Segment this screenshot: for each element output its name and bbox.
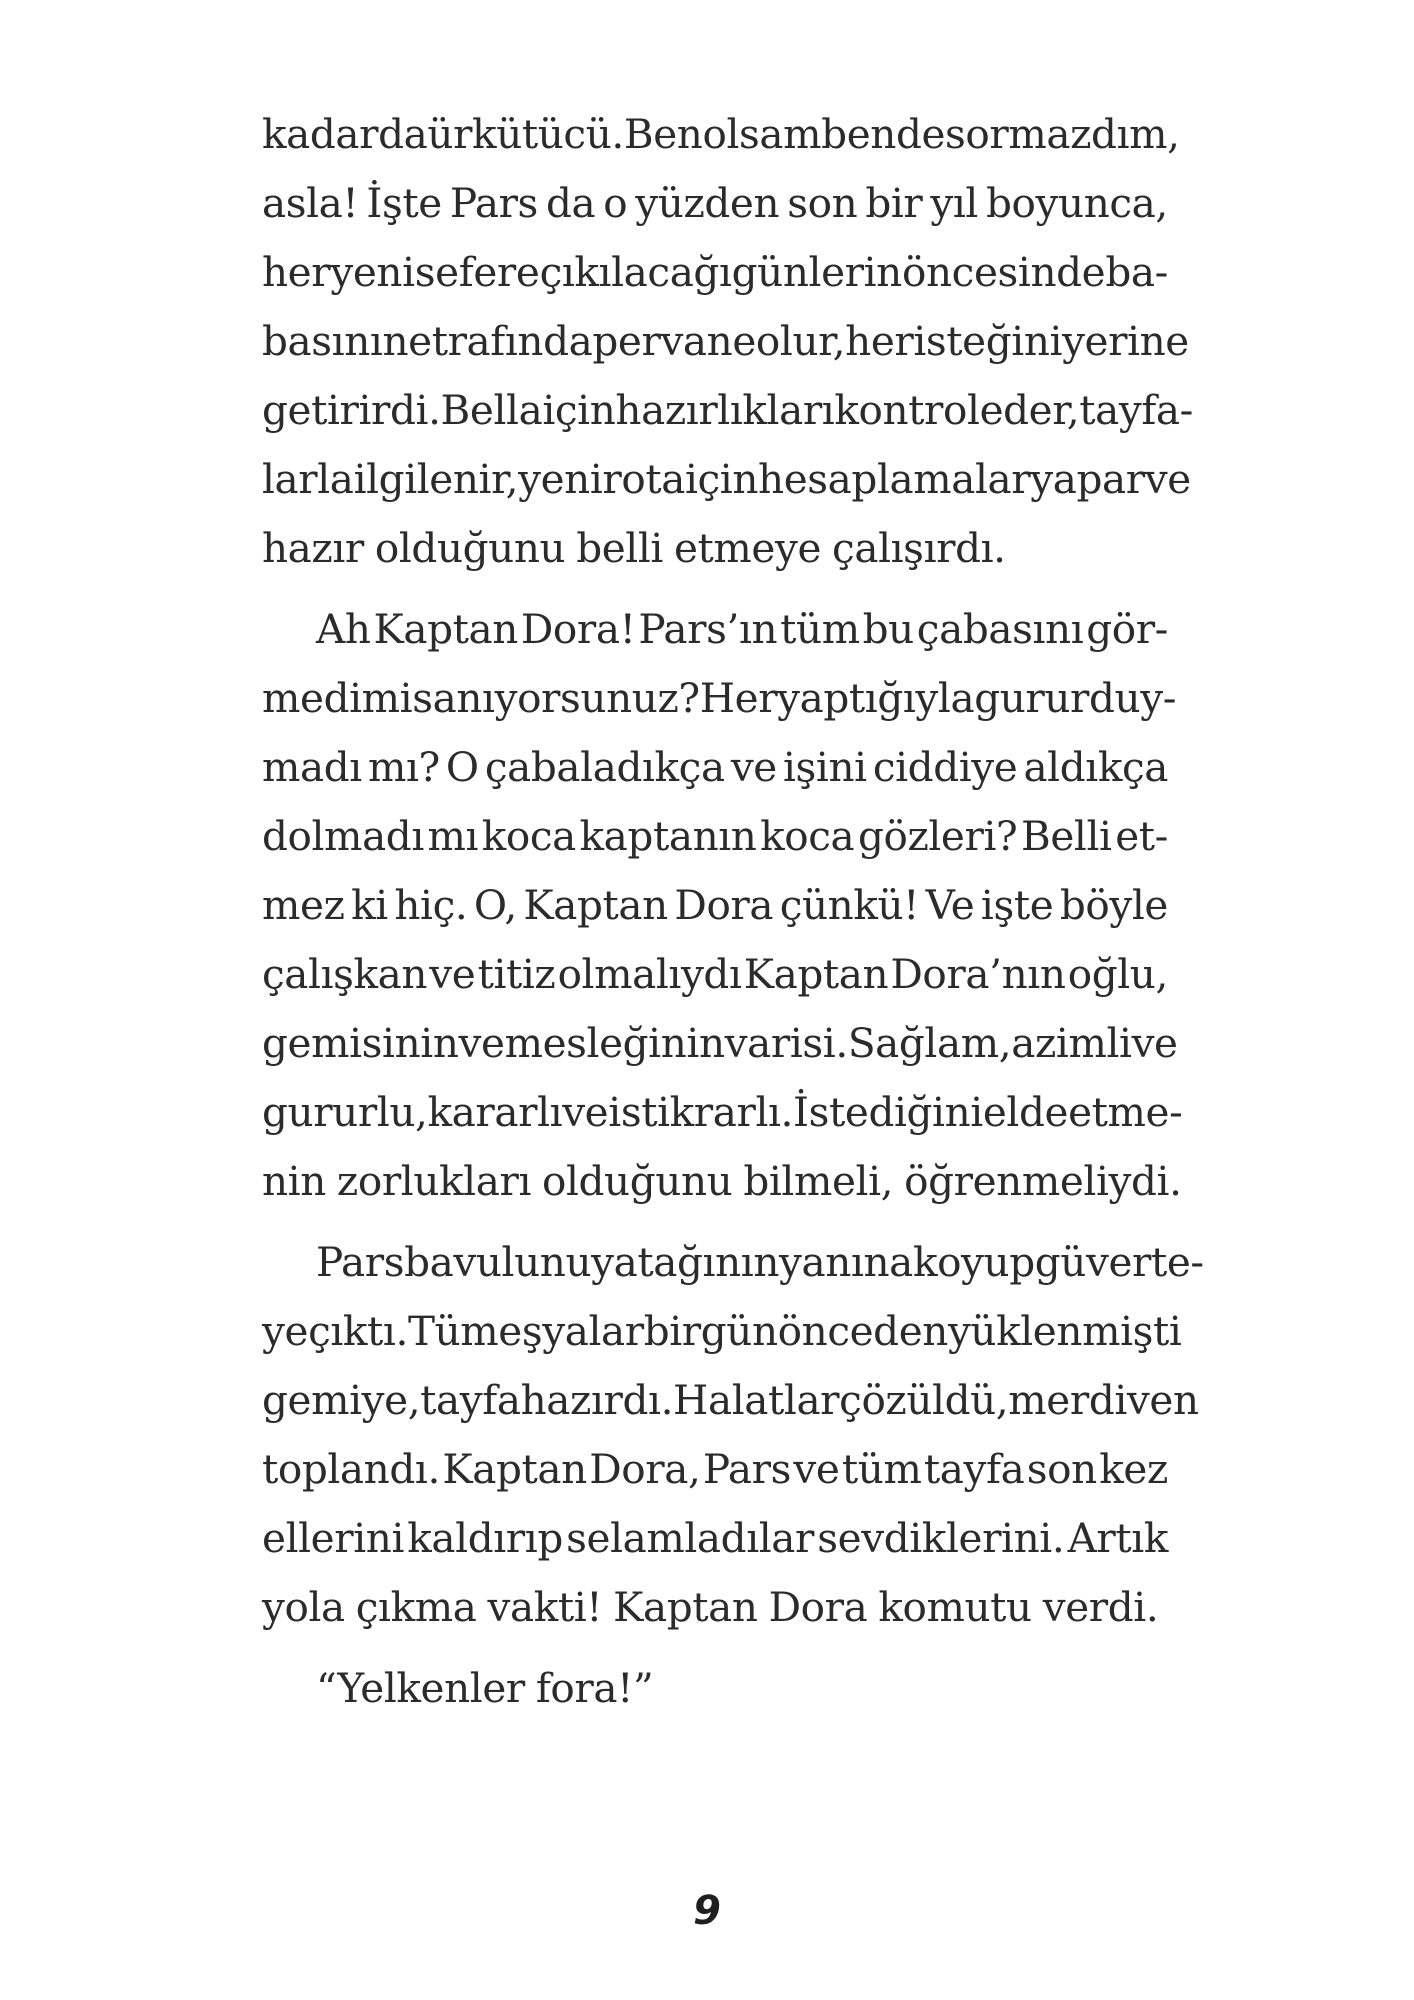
text-line: Pars bavulunu yatağının yanına koyup güverte-	[316, 1238, 1204, 1286]
text-line: çalışkan ve titiz olmalıydı Kaptan Dora’nın oğlu,	[262, 950, 1168, 998]
text-line: kadar da ürkütücü. Ben olsam ben de sormazdım,	[262, 110, 1180, 158]
paragraph	[262, 100, 1193, 583]
text-line: nin zorlukları olduğunu bilmeli, öğrenmeliydi.	[262, 1157, 1182, 1205]
paragraph	[262, 595, 1183, 1216]
text-line: ellerini kaldırıp selamladılar sevdiklerini. Artık	[262, 1514, 1168, 1562]
page-number: 9	[693, 1888, 721, 1934]
paragraph	[262, 1228, 1204, 1642]
text-line: gururlu, kararlı ve istikrarlı. İstediğini elde etme-	[262, 1088, 1183, 1136]
text-line: larla ilgilenir, yeni rota için hesaplamalar yapar ve	[262, 455, 1191, 503]
paragraph-gap	[262, 583, 1168, 595]
paragraph	[262, 1654, 1168, 1723]
paragraph-gap	[262, 1216, 1168, 1228]
body-text	[262, 100, 1204, 1723]
text-line: hazır olduğunu belli etmeye çalışırdı.	[262, 524, 1006, 572]
text-line: mez ki hiç. O, Kaptan Dora çünkü! Ve işte böyle	[262, 881, 1168, 929]
text-line: getirirdi. Bella için hazırlıkları kontrol eder, tayfa-	[262, 386, 1193, 434]
text-line: her yeni sefere çıkılacağı günlerin öncesinde ba-	[262, 248, 1168, 296]
text-line: “Yelkenler fora!”	[316, 1664, 654, 1712]
text-line: toplandı. Kaptan Dora, Pars ve tüm tayfa son kez	[262, 1445, 1168, 1493]
text-line: gemiye, tayfa hazırdı. Halatlar çözüldü, merdiven	[262, 1376, 1199, 1424]
text-line: asla! İşte Pars da o yüzden son bir yıl boyunca,	[262, 179, 1168, 227]
text-line: Ah Kaptan Dora! Pars’ın tüm bu çabasını gör-	[316, 605, 1168, 653]
text-line: basının etrafında pervane olur, her isteğini yerine	[262, 317, 1189, 365]
text-line: gemisinin ve mesleğinin varisi. Sağlam, azimli ve	[262, 1019, 1178, 1067]
text-line: madı mı? O çabaladıkça ve işini ciddiye aldıkça	[262, 743, 1168, 791]
text-line: yola çıkma vakti! Kaptan Dora komutu verdi.	[262, 1583, 1159, 1631]
text-line: medi mi sanıyorsunuz? Her yaptığıyla gurur duy-	[262, 674, 1177, 722]
text-line: ye çıktı. Tüm eşyalar bir gün önceden yüklenmişti	[262, 1307, 1182, 1355]
paragraph-gap	[262, 1642, 1168, 1654]
text-line: dolmadı mı koca kaptanın koca gözleri? Belli et-	[262, 812, 1168, 860]
